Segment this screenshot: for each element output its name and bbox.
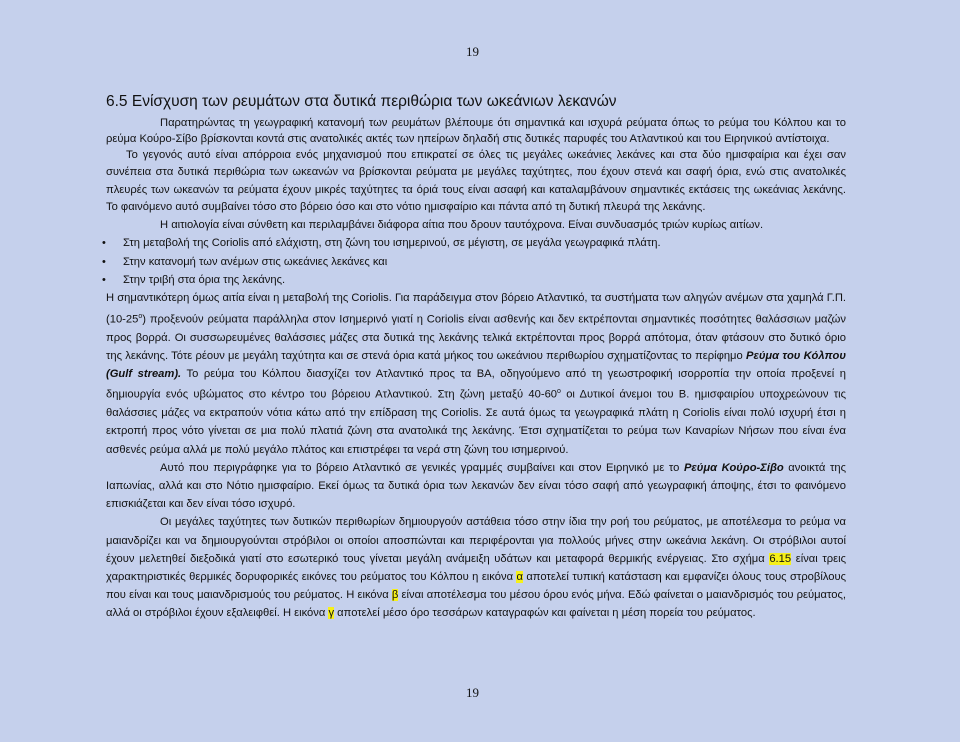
list-item-text: Στην τριβή στα όρια της λεκάνης. [123,274,286,287]
paragraph-coriolis [106,289,846,458]
paragraph-coriolis-text-c: Το ρεύμα του Κόλπου διασχίζει τον Ατλαντικό προς τα ΒΑ, οδηγούμενο από τη γεωστροφική ισορροπία την οποία προξενεί η δημιουργία ενός υβώματος στο κέντρο του βόρειου Ατλαντικού. Στη ζώνη μεταξύ 40-60 [106,367,847,401]
paragraph-kuroshio-text-b: ανοικτά της Ιαπωνίας, αλλά και στο Νότιο ημισφαίριο. Εκεί όμως τα δυτικά όρια των λεκανών δεν είναι τόσο σαφή από γεωγραφική άποψης, έτσι το φαινόμενο επισκιάζεται και δεν είναι τόσο ισχυρό. [106,461,846,511]
bullet-icon: • [102,255,106,268]
paragraph-eddies [106,513,846,622]
paragraph-eddies-text-c: αποτελεί τυπική κατάσταση και εμφανίζει όλους τους στροβίλους που είναι και τους μαιανδρισμούς του ρεύματος. Η εικόνα [106,570,846,602]
image-label-alpha: α [516,570,523,583]
list-item-text: Στη μεταβολή της Coriolis από ελάχιστη, στη ζώνη του ισημερινού, σε μέγιστη, σε μεγάλα γεωγραφικά πλάτη. [123,237,661,250]
paragraph-intro-text: Παρατηρώντας τη γεωγραφική κατανομή των ρευμάτων βλέπουμε ότι σημαντικά και ισχυρά ρεύματα όπως το ρεύμα του Κόλπου και το ρεύμα Κούρο-Σίβο βρίσκονται κοντά στις ανατολικές ακτές των ηπείρων δηλαδή στις δυτικές παρυφές του Ατλαντικού και του Ειρηνικού αντίστοιχα. [106,117,846,145]
section-title: 6.5 Ενίσχυση των ρευμάτων στα δυτικά περιθώρια των ωκεάνιων λεκανών [106,93,617,110]
paragraph-mechanism-text: Το γεγονός αυτό είναι απόρροια ενός μηχανισμού που επικρατεί σε όλες τις μεγάλες ωκεάνιες λεκάνες και στα δύο ημισφαίρια και έχει σαν συνέπεια στα δυτικά περιθώρια των ωκεανών να βρίσκονται ρεύματα με μεγάλες ταχύτητες, που έχουν στενά και σαφή όρια, ενώ στις ανατολικές πλευρές των ωκεανών τα ρεύματα έχουν μικρές ταχύτητες τα όριά τους είναι ασαφή και καταλαμβάνουν σημαντικές εκτάσεις της ωκεάνιας λεκάνης. Το φαινόμενο αυτό συμβαίνει τόσο στο βόρειο όσο και στο νότιο ημισφαίριο και πάντα από τη δυτική πλευρά της λεκάνης. [106,149,846,213]
paragraph-eddies-text-d: είναι αποτέλεσμα του μέσου όρου ενός μήνα. Εδώ φαίνεται ο μαιανδρισμός του ρεύματος, αλλά οι στρόβιλοι έχουν εξαλειφθεί. Η εικόνα [106,589,846,620]
paragraph-kuroshio [106,459,846,514]
figure-reference: 6.15 [769,552,792,565]
degree-superscript: ο [557,388,561,396]
bullet-icon: • [102,237,106,250]
page-number-top: 19 [466,44,479,59]
paragraph-mechanism [106,147,846,216]
list-item [102,234,846,252]
image-label-gamma: γ [328,607,335,620]
paragraph-coriolis-text-d: οι Δυτικοί άνεμοι του Β. ημισφαιρίου υποχρεώνουν τις θαλάσσιες μάζες να εκτραπούν νότια κάτω από την επίδραση της Coriolis. Σε αυτά όμως τα γεωγραφικά πλάτη η Coriolis είναι πολύ ισχυρή έτσι η εκτροπή προς νότο γίνεται σε μια πολύ πλατιά ζώνη στα ανατολικά της λεκάνης. Έτσι σχηματίζεται το ρεύμα των Καναρίων Νήσων που είναι ένα ασθενές ρεύμα αλλά με πολύ μεγάλο πλάτος και επιστρέφει τα νερά στη ζώνη του ισημερινού. [106,388,847,456]
paragraph-causes [106,216,846,234]
paragraph-eddies-text-a: Οι μεγάλες ταχύτητες των δυτικών περιθωρίων δημιουργούν αστάθεια τόσο στην ίδια την ροή του ρεύματος, με αποτέλεσμα το ρεύμα να μαιανδρίζει και να δημιουργούνται στρόβιλοι οι οποίοι αποσπώνται και περιφέρονται για πολλούς μήνες στην ωκεάνια λεκάνη. Οι στρόβιλοι αυτοί έχουν μελετηθεί διεξοδικά γιατί στο εσωτερικό τους γίνεται μεγάλη ανάμειξη υδάτων και μεταφορά θερμικής ενέργειας. Στο σχήμα [106,516,846,565]
list-item [102,271,846,289]
document-body [102,93,847,623]
image-label-beta: β [391,589,399,602]
kuroshio-term: Ρεύμα Κούρο-Σίβο [683,461,784,474]
paragraph-kuroshio-text-a: Αυτό που περιγράφηκε για το βόρειο Ατλαντικό σε γενικές γραμμές συμβαίνει και στον Ειρηνικό με το [160,461,684,474]
paragraph-eddies-text-e: αποτελεί μέσο όρο τεσσάρων καταγραφών και φαίνεται η μέση πορεία του ρεύματος. [334,607,756,620]
degree-superscript: ο [138,312,143,320]
paragraph-intro [106,116,846,147]
paragraph-eddies-text-b: είναι τρεις χαρακτηριστικές θερμικές δορυφορικές εικόνες του ρεύματος του Κόλπου η εικόνα [106,552,846,583]
page-number-bottom: 19 [466,685,479,700]
causes-list [102,234,846,289]
paragraph-coriolis-text-a: Η σημαντικότερη όμως αιτία είναι η μεταβολή της Coriolis. Για παράδειγμα στον βόρειο Ατλαντικό, τα συστήματα των αληγών ανέμων στα χαμηλά Γ.Π. (10-25 [106,292,847,326]
paragraph-coriolis-text-b: ) προξενούν ρεύματα παράλληλα στον Ισημερινό γιατί η Coriolis είναι ασθενής και δεν εκτρέπονται σημαντικές ποσότητες θαλάσσιων μαζών προς βορρά. Οι συσσωρευμένες θαλάσσιες μάζες στα δυτικά της λεκάνης τελικά εκτρέπονται προς βορρά απότομα, όταν φτάσουν στο δυτικό όριο της λεκάνης. Τότε ρέουν με μεγάλη ταχύτητα και σε στενά όρια κατά μήκος του ωκεάνιου περιθωρίου σχηματίζοντας το περίφημο [106,313,846,362]
bullet-icon: • [102,274,106,287]
gulf-stream-term: Ρεύμα του Κόλπου (Gulf stream). [106,349,846,380]
list-item-text: Στην κατανομή των ανέμων στις ωκεάνιες λεκάνες και [123,255,388,268]
list-item [102,253,846,271]
paragraph-causes-text: Η αιτιολογία είναι σύνθετη και περιλαμβάνει διάφορα αίτια που δρουν ταυτόχρονα. Είναι συνδυασμός τριών κυρίως αιτίων. [160,219,764,231]
